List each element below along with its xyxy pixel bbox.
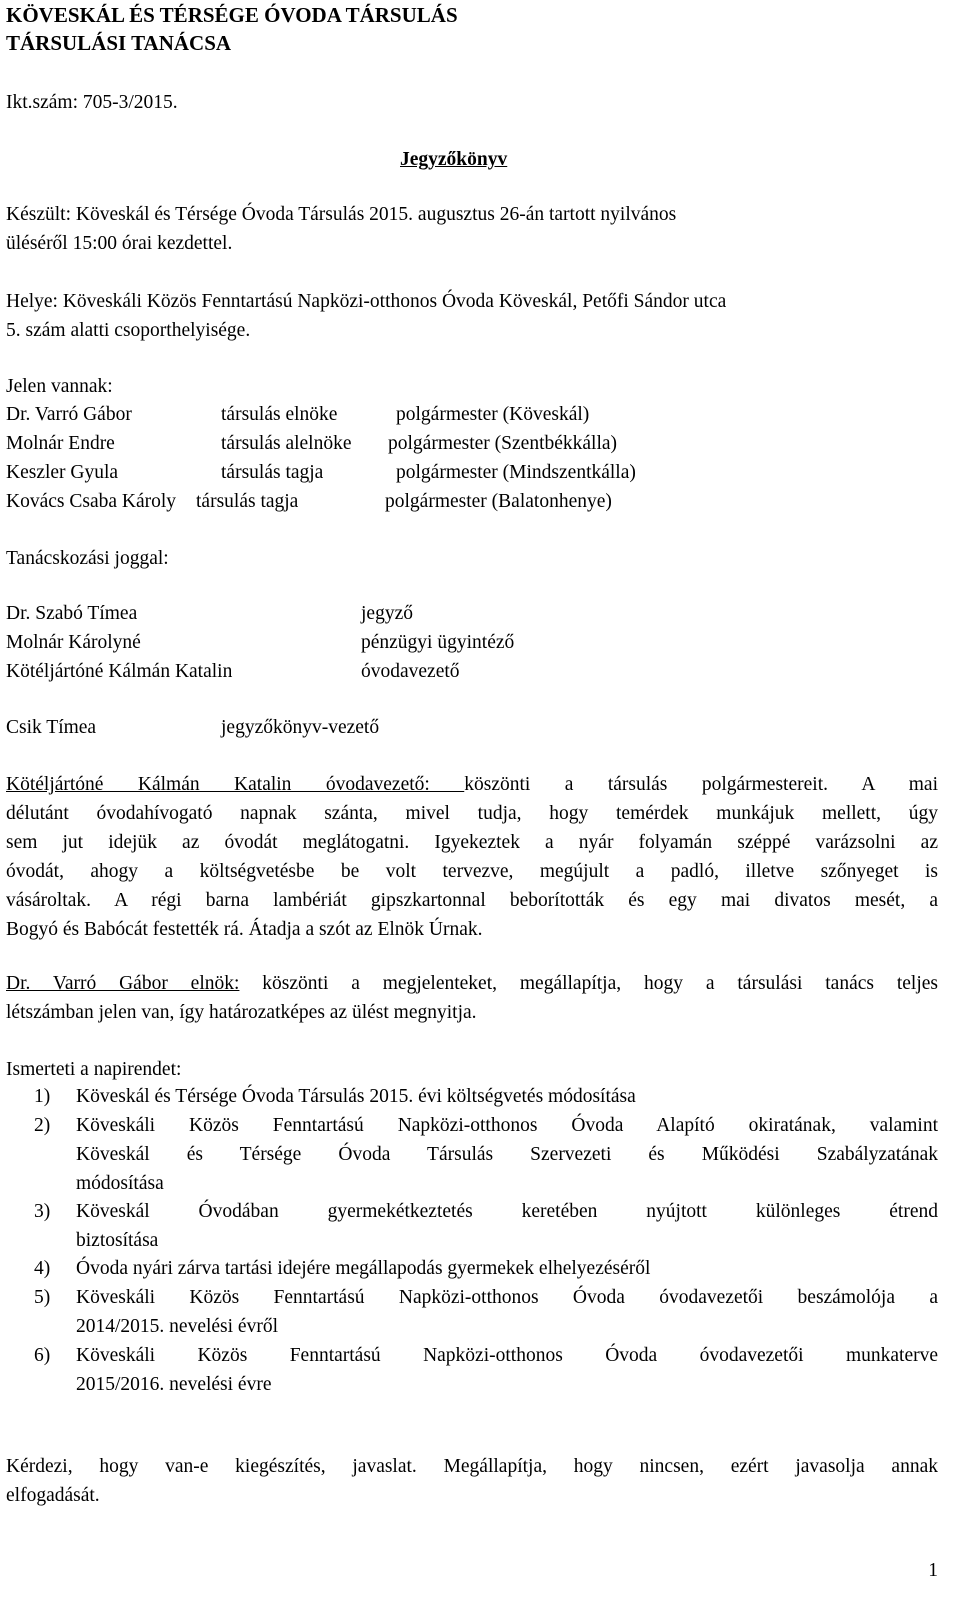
recorder-name: Csik Tímea xyxy=(6,717,97,738)
speaker-name: Dr. Varró Gábor elnök: xyxy=(6,973,240,994)
document-title: Jegyzőkönyv xyxy=(400,149,508,170)
jelen-label: Jelen vannak: xyxy=(6,376,113,397)
agenda-number: 4) xyxy=(34,1258,51,1279)
helye-line-1: Helye: Köveskáli Közös Fenntartású Napközi-otthonos Óvoda Köveskál, Petőfi Sándor utca xyxy=(6,291,727,312)
ikt-szam: Ikt.szám: 705-3/2015. xyxy=(6,92,178,113)
tanacskozasi-label: Tanácskozási joggal: xyxy=(6,548,169,569)
speech-line: sem jut idejük az óvodát meglátogatni. Igyekeztek a nyár folyamán széppé varázsolni az xyxy=(6,832,938,853)
closing-line-1: Kérdezi, hogy van-e kiegészítés, javaslat. Megállapítja, hogy nincsen, ezért javasolja annak xyxy=(6,1456,938,1477)
attendee-office: polgármester (Köveskál) xyxy=(396,404,590,425)
advisor-name: Dr. Szabó Tímea xyxy=(6,603,138,624)
speech-line: vásároltak. A régi barna lambériát gipszkartonnal beborították és egy mai divatos mesét, a xyxy=(6,890,938,911)
agenda-number: 1) xyxy=(34,1086,51,1107)
agenda-number: 6) xyxy=(34,1345,51,1366)
attendee-office: polgármester (Balatonhenye) xyxy=(385,491,612,512)
advisor-role: jegyző xyxy=(361,603,413,624)
header-line-2: TÁRSULÁSI TANÁCSA xyxy=(6,31,232,55)
keszult-paragraph xyxy=(6,200,938,258)
keszult-line-2: üléséről 15:00 órai kezdettel. xyxy=(6,233,233,254)
header-line-1: KÖVESKÁL ÉS TÉRSÉGE ÓVODA TÁRSULÁS xyxy=(6,3,458,27)
attendee-name: Dr. Varró Gábor xyxy=(6,404,132,425)
attendee-role: társulás elnöke xyxy=(221,404,338,425)
helye-paragraph xyxy=(6,287,938,345)
recorder-role: jegyzőkönyv-vezető xyxy=(221,717,380,738)
speech-line: Dr. Varró Gábor elnök: köszönti a megjelenteket, megállapítja, hogy a társulási tanács teljes xyxy=(6,973,938,994)
speech-kalman xyxy=(6,770,938,944)
advisor-role: pénzügyi ügyintéző xyxy=(361,632,515,653)
attendee-name: Keszler Gyula xyxy=(6,462,119,483)
agenda-number: 5) xyxy=(34,1287,51,1308)
closing-line-2: elfogadását. xyxy=(6,1485,100,1506)
agenda-label: Ismerteti a napirendet: xyxy=(6,1059,182,1080)
speech-line: Bogyó és Babócát festették rá. Átadja a szót az Elnök Úrnak. xyxy=(6,919,483,940)
advisor-list xyxy=(6,599,938,687)
keszult-line-1: Készült: Köveskál és Térsége Óvoda Társulás 2015. augusztus 26-án tartott nyilvános xyxy=(6,204,677,225)
attendee-role: társulás tagja xyxy=(221,462,324,483)
speech-line: óvodát, ahogy a költségvetésbe be volt tervezve, megújult a padló, illetve szőnyeget is xyxy=(6,861,938,882)
attendee-list xyxy=(6,400,938,516)
helye-line-2: 5. szám alatti csoporthelyisége. xyxy=(6,320,251,341)
attendee-office: polgármester (Szentbékkálla) xyxy=(388,433,618,454)
advisor-role: óvodavezető xyxy=(361,661,460,682)
speech-varro xyxy=(6,969,938,1027)
speech-line: Kötéljártóné Kálmán Katalin óvodavezető: köszönti a társulás polgármestereit. A mai xyxy=(6,774,938,795)
speaker-name: Kötéljártóné Kálmán Katalin óvodavezető: xyxy=(6,774,465,795)
page-number: 1 xyxy=(928,1560,938,1581)
recorder-row xyxy=(6,713,938,742)
attendee-office: polgármester (Mindszentkálla) xyxy=(396,462,636,483)
attendee-role: társulás alelnöke xyxy=(221,433,352,454)
attendee-role: társulás tagja xyxy=(196,491,299,512)
closing-paragraph xyxy=(6,1452,938,1510)
agenda-number: 3) xyxy=(34,1201,51,1222)
attendee-name: Kovács Csaba Károly xyxy=(6,491,177,512)
advisor-name: Kötéljártóné Kálmán Katalin xyxy=(6,661,233,682)
advisor-name: Molnár Károlyné xyxy=(6,632,141,653)
agenda-list: 1) Köveskál és Térsége Óvoda Társulás 2015. évi költségvetés módosítása 2) Köveskáli Közös Fenntartású Napközi-otthonos Óvoda Alapító okiratának, valamint Köveskál és Térsége Óvoda Társulás Szervezeti és Működési Szabályzatának módosítása 3) Köveskál Óvodában gyermekétkeztetés keretében nyújtott különleges étrend biztosítása 4) Óvoda nyári zárva tartási idejére megállapodás gyermekek elhelyezéséről 5) Köveskáli Közös Fenntartású Napközi-otthonos Óvoda óvodavezetői beszámolója a 2014/2015. nevelési évről 6) Köveskáli Közös Fenntartású Napközi-otthonos Óvoda óvodavezetői munkaterve 2015/2016. nevelési évre xyxy=(6,1082,938,1392)
speech-line: délutánt óvodahívogató napnak szánta, mivel tudja, hogy temérdek munkájuk mellett, úgy xyxy=(6,803,938,824)
attendee-name: Molnár Endre xyxy=(6,433,115,454)
agenda-number: 2) xyxy=(34,1115,51,1136)
speech-line: létszámban jelen van, így határozatképes az ülést megnyitja. xyxy=(6,1002,477,1023)
